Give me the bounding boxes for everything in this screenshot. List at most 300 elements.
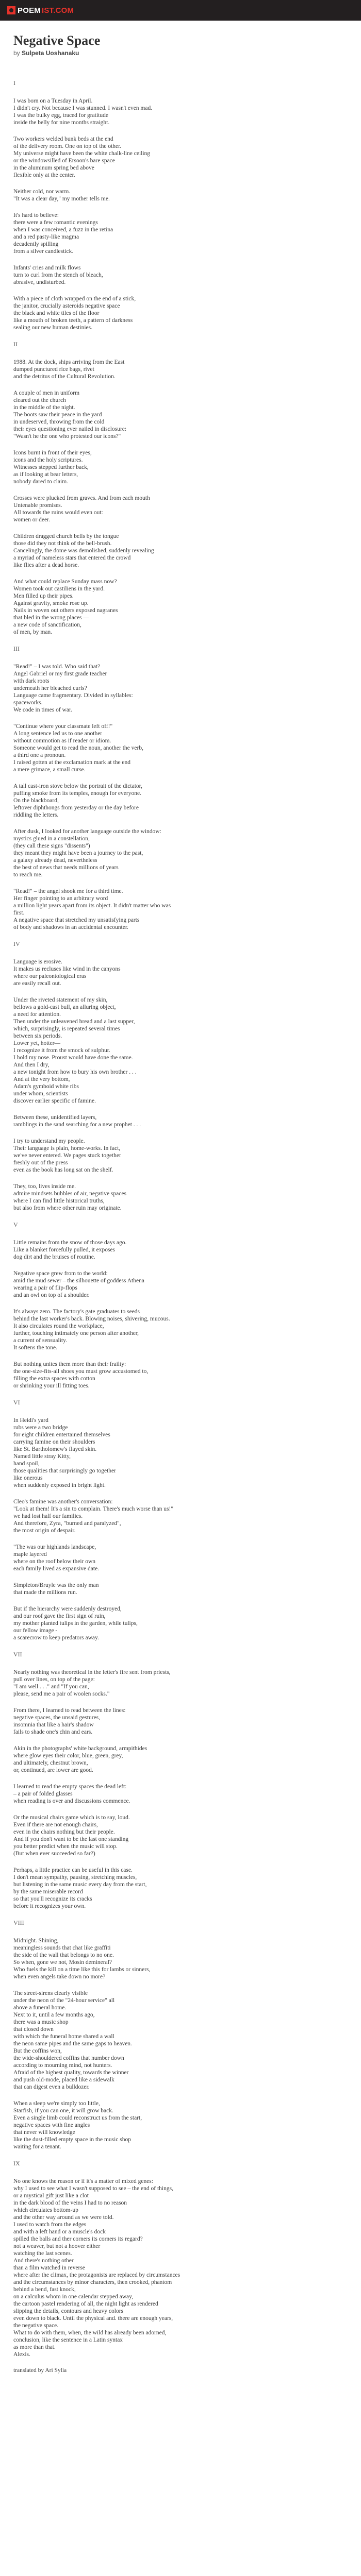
poem-line: insomnia that like a hair's shadow <box>13 1722 94 1728</box>
stanza <box>13 723 348 773</box>
stanza <box>13 783 348 819</box>
poem-line: meaningless sounds that chat like graffiti <box>13 1945 111 1951</box>
poem-line: It softens the tone. <box>13 1345 57 1351</box>
poem-line: Adam's gymboid white ribs <box>13 1083 79 1090</box>
poem-line: there was a music shop <box>13 2019 69 2025</box>
poem-line: like the dust-filled empty space in the music shop <box>13 2137 132 2143</box>
poem-line: before it recognizes your own. <box>13 1903 86 1909</box>
section-number: VI <box>13 1399 20 1406</box>
poem-line: Angel Gabriel or my first grade teacher <box>13 671 107 677</box>
stanza <box>13 1707 348 1736</box>
stanza <box>13 389 348 440</box>
poem-line: with dark roots <box>13 678 50 684</box>
poem-line: "Continue where your classmate left off!" <box>13 723 113 730</box>
section-number: IX <box>13 2160 20 2167</box>
poem-line: in undeserved, throwing from the cold <box>13 419 105 425</box>
poem-line: Language came fragmentary. Divided in syllables: <box>13 692 133 699</box>
section-number: III <box>13 645 20 652</box>
poem-line: on a calculus whom in one calendar stepped away, <box>13 2294 134 2300</box>
poem-line: And there's nothing other <box>13 2258 74 2264</box>
poem-line: I recognize it from the smock of sulphur. <box>13 1047 110 1054</box>
poem-line: discover earlier specific of famine. <box>13 1098 96 1104</box>
stanza <box>13 1544 348 1572</box>
stanza <box>13 495 348 523</box>
poem-line: even down to black. Until the physical and. there are enough years, <box>13 2315 173 2321</box>
poem-line: dog dirt and the bruises of routine. <box>13 1254 95 1260</box>
stanza <box>13 188 348 202</box>
poem-line: (But when ever succeeded so far?) <box>13 1851 95 1857</box>
poem-line: a million light years apart from its object. It didn't matter who was <box>13 903 171 909</box>
poem-line: the best of news that needs millions of years <box>13 865 119 871</box>
poem-line: Even a single limb could reconstruct us from the start, <box>13 2115 142 2121</box>
poem-line: under whom, scientists <box>13 1091 68 1097</box>
poem-line: and the other way around as we were told. <box>13 2214 114 2221</box>
poem-line: Lower yet, hotter— <box>13 1040 61 1046</box>
poem-line: a need for attention. <box>13 1011 61 1018</box>
poem-line: women or deer. <box>13 517 51 523</box>
poem-line: waiting for a tenant. <box>13 2144 61 2150</box>
poem-line: Next to it, until a few months ago, <box>13 2012 95 2018</box>
logo-icon <box>7 6 15 14</box>
poem-line: amid the mud sewer – the silhouette of goddess Athena <box>13 1278 144 1284</box>
poem-line: I don't mean sympathy, pausing, stretching muscles, <box>13 1874 137 1880</box>
section-number: II <box>13 341 18 348</box>
poem-line: a new code of sanctification, <box>13 622 81 628</box>
stanza <box>13 1308 348 1351</box>
stanza <box>13 295 348 331</box>
poem-line: Untenable promises. <box>13 502 62 509</box>
poem-line: Starfish, if you can one, it will grow back. <box>13 2108 113 2114</box>
poem-line: even as the book has long sat on the shelf. <box>13 1167 113 1173</box>
poem-line: Two workers welded bunk beds at the end <box>13 136 113 142</box>
poem-line: those qualities that surprisingly go together <box>13 1468 116 1474</box>
poem-line: behind a bend, fast knock, <box>13 2286 76 2293</box>
poem-line: their eyes questioning ever nailed in disclosure: <box>13 426 127 432</box>
poem-line: Alexis. <box>13 2351 30 2358</box>
poem-line: or shrinking your ill fitting toes. <box>13 1383 90 1389</box>
poem-line: each family lived as expansive date. <box>13 1566 100 1572</box>
poem-line: we've never entered. We pages stuck together <box>13 1153 121 1159</box>
poem-byline <box>13 49 348 57</box>
poem-line: where our paleontological eras <box>13 973 87 979</box>
poem-line: filling the extra spaces with cotton <box>13 1376 95 1382</box>
stanza <box>13 1138 348 1174</box>
poem-line: All towards the ruins would even out: <box>13 510 103 516</box>
poem-line: Nearly nothing was theoretical in the letter's fire sent from priests, <box>13 1669 171 1675</box>
stanza <box>13 1239 348 1261</box>
poem-line: to reach me. <box>13 872 43 878</box>
poem-line: even in the chairs nothing but their people. <box>13 1829 115 1835</box>
poem-line: the most origin of despair. <box>13 1528 76 1534</box>
poem-line: I try to understand my people. <box>13 1138 85 1144</box>
byline-prefix: by <box>13 49 20 57</box>
poem-line: – a pair of folded glasses <box>13 1791 73 1797</box>
poem-line: Even if there are not enough chairs, <box>13 1822 98 1828</box>
poem-line: They, too, lives inside me. <box>13 1183 76 1190</box>
poem-line: without commotion as if reader or idiom. <box>13 738 111 744</box>
stanza <box>13 888 348 931</box>
poem-line: decadently spilling <box>13 241 59 247</box>
poem-line: so that you'll recognize its cracks <box>13 1896 92 1902</box>
poem-line: Akin in the photographs' white background, armpithides <box>13 1745 147 1752</box>
site-logo[interactable] <box>7 6 74 14</box>
poem-line: by the same miserable record <box>13 1889 83 1895</box>
poem-line: where I can find little historical truths, <box>13 1198 105 1204</box>
poem-line: On the blackboard, <box>13 798 59 804</box>
poem-line: the wide-shouldered coffins that number down <box>13 2055 124 2061</box>
poem-line: A long sentence led us to one another <box>13 731 103 737</box>
poem-line: and our roof gave the first sign of ruin, <box>13 1613 106 1619</box>
stanza <box>13 97 348 126</box>
poem-line: Negative space grew from to the world: <box>13 1270 108 1277</box>
poem-line: But nothing unites them more than their frailty: <box>13 1361 126 1367</box>
stanza <box>13 1867 348 1910</box>
poem-line: where after the climax, the protagonists are replaced by circumstances <box>13 2272 180 2278</box>
poem-line: I used to watch from the edges <box>13 2222 87 2228</box>
poem-line: It also circulates round the workplace, <box>13 1323 104 1329</box>
poem-line: Like a blanket forcefully pulled, it exposes <box>13 1247 116 1253</box>
poem-line: flexible only at the center. <box>13 172 75 178</box>
stanza <box>13 1183 348 1212</box>
poem-line: My universe might have been the white chalk-line ceiling <box>13 150 151 157</box>
poem-line: Against gravity, smoke rose up. <box>13 600 89 606</box>
poem-line: conclusion, like the sentence in a Latin syntax <box>13 2337 123 2343</box>
stanza <box>13 958 348 987</box>
poem-line: Cleo's famine was another's conversation: <box>13 1499 113 1505</box>
poem-line: But if the hierarchy were suddenly destroyed, <box>13 1606 122 1612</box>
poem-line: The street-sirens clearly visible <box>13 1990 88 1996</box>
author-link[interactable]: Sulpeta Uoshanaku <box>22 49 79 57</box>
poem-line: when even angels take down no more? <box>13 1974 106 1980</box>
poem-line: So when, gone we not, Mosin demineral? <box>13 1959 112 1965</box>
poem-line: In Heidi's yard <box>13 1417 48 1423</box>
poem-line: Crosses were plucked from graves. And from each mouth <box>13 495 150 501</box>
poem-line: negative spaces with fine angles <box>13 2122 90 2128</box>
poem-line: a galaxy already dead, nevertheless <box>13 857 97 863</box>
poem-line: or, continued, are lower are good. <box>13 1767 93 1773</box>
stanza <box>13 996 348 1105</box>
poem-line: 1988. At the dock, ships arriving from the East <box>13 359 125 365</box>
poem-line: It's always zero. The factory's gate graduates to seeds <box>13 1309 140 1315</box>
poem-line: dumped punctured rice bags, rivet <box>13 366 94 372</box>
poem-line: freshly out of the press <box>13 1160 68 1166</box>
poem-line: above a funeral home. <box>13 2005 67 2011</box>
section-number: IV <box>13 940 20 947</box>
poem-line: where on the roof below their own <box>13 1558 96 1565</box>
poem-title: Negative Space <box>13 33 101 48</box>
poem-line: Their language is plain, home-works. In fact, <box>13 1145 121 1151</box>
poem-line: that can digest even a bulldozer. <box>13 2084 90 2090</box>
poem-line: Perhaps, a little practice can be useful in this case. <box>13 1867 133 1873</box>
poem-line: Witnesses stepped further back, <box>13 464 89 470</box>
poem-line: the side of the wall that belongs to no one. <box>13 1952 114 1958</box>
poem-line: icons and the holy scriptures. <box>13 457 83 463</box>
poem-line: there were a few romantic evenings <box>13 219 98 226</box>
poem-line: first. <box>13 910 25 916</box>
poem-line: watching the last scenes. <box>13 2250 72 2257</box>
poem-line: negative spaces, the unsaid gestures, <box>13 1715 100 1721</box>
poem-line: inside the belly for nine months straight. <box>13 120 110 126</box>
poem-line: but listening in the same music every day from the start, <box>13 1882 147 1888</box>
poem-line: where glow eyes their color, blue, green, grey, <box>13 1753 123 1759</box>
poem-line: From there, I learned to read between the lines: <box>13 1707 126 1714</box>
poem-line: "Read!" – I was told. Who said that? <box>13 664 101 670</box>
poem-line: It's hard to believe: <box>13 212 59 218</box>
poem-line: and a red pasty-like magma <box>13 234 79 240</box>
poem-line: like a mouth of broken teeth, a pattern of darkness <box>13 317 133 324</box>
poem-line: a new tonight from how to bury his own brother . . . <box>13 1069 137 1075</box>
poem-line: And therefore, Zyra, "burned and paralyzed", <box>13 1520 121 1527</box>
stanza <box>13 1990 348 2091</box>
section-number: VIII <box>13 1919 24 1926</box>
poem-line: (they call these signs "dissents") <box>13 843 90 849</box>
poem-line: the one-size-fits-all shoes you must grow accustomed to, <box>13 1368 149 1375</box>
poem-line: puffing smoke from its temples, enough for everyone. <box>13 790 141 796</box>
poem-line: which circulates bottom-up <box>13 2207 78 2213</box>
poem-line: "The was our highlands landscape, <box>13 1544 96 1550</box>
poem-line: as more than that. <box>13 2344 56 2350</box>
poem-line: Her finger pointing to an arbitrary word <box>13 895 108 902</box>
poem-line: riddling the letters. <box>13 812 59 818</box>
stanza <box>13 1937 348 1980</box>
translator-credit: translated by Ari Sylia <box>13 2367 67 2374</box>
poem-line: according to mourning mind, not hunters. <box>13 2062 112 2069</box>
poem-line: which, surprisingly, is repeated several times <box>13 1026 120 1032</box>
poem-line: "I am well . . ." and "If you can, <box>13 1684 89 1690</box>
poem-line: Little remains from the snow of those days ago. <box>13 1240 127 1246</box>
poem-line: and push old-mode, placed like a sidewalk <box>13 2077 114 2083</box>
poem-line: ramblings in the sand searching for a new prophet . . . <box>13 1122 141 1128</box>
poem-line: the neon same pipes and the same gaps to heaven. <box>13 2041 132 2047</box>
poem-line: like St. Bartholomew's flayed skin. <box>13 1446 97 1452</box>
section-number: V <box>13 1221 18 1228</box>
poem-line: admire mindsets bubbles of air, negative spaces <box>13 1191 126 1197</box>
poem-line: our fellow image - <box>13 1628 58 1634</box>
poem-line: than a film watched in reverse <box>13 2265 85 2271</box>
poem-line: and an owl on top of a shoulder. <box>13 1292 90 1298</box>
poem-line: for eight children entertained themselves <box>13 1432 110 1438</box>
poem-line: turn to curl from the stench of bleach, <box>13 272 103 278</box>
stanza <box>13 2100 348 2150</box>
poem-line: And if you don't want to be the last one standing <box>13 1836 129 1842</box>
poem-line: a scarecrow to keep predators away. <box>13 1635 99 1641</box>
poem-line: And then I dry, <box>13 1062 50 1068</box>
poem-line: and with a left hand or a muscle's dock <box>13 2229 106 2235</box>
poem-line: carrying famine on their shoulders <box>13 1439 95 1445</box>
poem-line: nobody dared to claim. <box>13 479 69 485</box>
poem-line: please, send me a pair of woolen socks." <box>13 1691 110 1697</box>
poem-line: Named little stray Kitty, <box>13 1453 71 1460</box>
poem-line: "Look at them! It's a sin to complain. There's much worse than us!" <box>13 1506 174 1512</box>
poem-line: further, touching intimately one person after another, <box>13 1330 139 1336</box>
poem-line: the janitor, crucially asteroids negative space <box>13 303 120 309</box>
poem-line: I didn't cry. Not because I was stunned. I wasn't even mad. <box>13 105 153 111</box>
poem-line: are easily recall out. <box>13 980 61 987</box>
poem-line: we had lost half our families. <box>13 1513 83 1519</box>
stanza <box>13 1498 348 1534</box>
poem-line: a third one a pronoun. <box>13 752 66 758</box>
stanza <box>13 1745 348 1774</box>
poem-line: wearing a pair of flip-flops <box>13 1285 77 1291</box>
stanza <box>13 1361 348 1389</box>
poem-line: And what could replace Sunday mass now? <box>13 579 117 585</box>
stanza <box>13 212 348 255</box>
stanza <box>13 2178 348 2358</box>
poem-line: Simpleton/Bruyle was the only man <box>13 1582 99 1588</box>
stanza <box>13 1417 348 1489</box>
poem-line: of men, by man. <box>13 629 53 635</box>
poem-line: the black and white tiles of the floor <box>13 310 100 316</box>
poem-line: spilled the balls and ther corners its corners its regard? <box>13 2236 143 2242</box>
poem-line: Midnight. Shining, <box>13 1938 59 1944</box>
poem-line: With a piece of cloth wrapped on the end of a stick, <box>13 296 136 302</box>
poem-line: abrasive, undisturbed. <box>13 279 66 285</box>
poem-line: why I used to see what I wasn't supposed to see – the end of things, <box>13 2185 173 2192</box>
poem-line: that closed down <box>13 2026 54 2032</box>
poem-line: maple layered <box>13 1551 47 1557</box>
poem-line: when suddenly exposed in bright light. <box>13 1482 106 1488</box>
poem-line: Afraid of the highest quality, towards the winner <box>13 2070 129 2076</box>
poem-line: and the detritus of the Cultural Revolution. <box>13 374 116 380</box>
stanza <box>13 1783 348 1805</box>
stanza <box>13 828 348 878</box>
poem-line: Icons burnt in front of their eyes, <box>13 450 92 456</box>
poem-line: What to do with them, when, the wild has already been adorned, <box>13 2330 167 2336</box>
poem-line: in the aluminum spring bed above <box>13 165 94 171</box>
stanza <box>13 449 348 485</box>
poem-line: Men filled up their pipes. <box>13 593 74 599</box>
poem-line: Children dragged church bells by the tongue <box>13 533 119 539</box>
poem-line: the cartoon pastel rendering of all, the night light as rendered <box>13 2301 158 2307</box>
poem-line: in the middle of the night. <box>13 404 75 411</box>
poem-line: "It was a clear day," my mother tells me. <box>13 196 110 202</box>
poem-line: from a silver candlestick. <box>13 248 74 255</box>
section-number: I <box>13 79 15 87</box>
poem-line: of the delivery room. One on top of the other. <box>13 143 122 149</box>
poem-line: like onerous <box>13 1475 43 1481</box>
poem-line: Under the riveted statement of my skin, <box>13 997 108 1003</box>
poem-line: that bled in the wrong places — <box>13 615 89 621</box>
stanza <box>13 1270 348 1299</box>
poem-line: But the coffins won, <box>13 2048 62 2054</box>
poem-line: The boots saw their peace in the yard <box>13 412 102 418</box>
poem-line: I was born on a Tuesday in April. <box>13 98 93 104</box>
poem-line: behind the last worker's back. Blowing noises, shivering, mucous. <box>13 1316 170 1322</box>
logo-text-part1: POEM <box>18 6 41 15</box>
poem-line: bellows a gold-cast bull, an alluring object, <box>13 1004 116 1010</box>
poem-line: spaceworks. <box>13 700 43 706</box>
poem-line: After dusk, I looked for another language outside the window: <box>13 828 161 835</box>
poem-line: A tall cast-iron stove below the portrait of the dictator, <box>13 783 142 789</box>
poem-line: "Wasn't he the one who protested our icons?" <box>13 433 121 439</box>
poem-line: Women took out castiliens in the yard. <box>13 586 105 592</box>
poem-line: that never will knowledge <box>13 2129 75 2136</box>
poem-line: fails to shade one's chin and ears. <box>13 1729 93 1735</box>
poem-line: Then under the unleavened bread and a last supper, <box>13 1019 135 1025</box>
poem-line: those did they not think of the bell-brush. <box>13 540 112 547</box>
poem-line: and ultimately, chestnut brown, <box>13 1760 88 1766</box>
poem-line: rubs were a two bridge <box>13 1425 68 1431</box>
stanza <box>13 1582 348 1596</box>
poem-line: or the windowsilled of Ersoon's bare space <box>13 158 115 164</box>
poem-line: you better predict when the music will stop. <box>13 1843 118 1850</box>
poem-line: and the circumstances by minor characters, then crooked, phantom <box>13 2279 172 2285</box>
poem-line: in the dark blood of the veins I had to no reason <box>13 2200 127 2206</box>
poem-line: Language is erosive. <box>13 959 62 965</box>
poem-line: underneath her bleached curls? <box>13 685 87 691</box>
stanza <box>13 578 348 636</box>
poem-line: Someone would get to read the noun, another the verb, <box>13 745 143 751</box>
stanza <box>13 264 348 286</box>
logo-text-part2: IST.COM <box>41 6 74 15</box>
poem-line: I learned to read the empty spaces the dead left: <box>13 1784 127 1790</box>
stanza <box>13 1669 348 1698</box>
poem-line: Nails in woven out others exposed nagranes <box>13 607 118 614</box>
poem-line: I was the bulky egg, traced for gratitude <box>13 112 108 118</box>
stanza <box>13 1605 348 1641</box>
poem-line: when reading is over and discussions commence. <box>13 1798 130 1804</box>
poem-line: slipping the details, contours and heavy colors <box>13 2308 124 2314</box>
poem-line: leftover diphthongs from yesterday or the day before <box>13 805 139 811</box>
poem-line: "Read!" – the angel shook me for a third time. <box>13 888 123 894</box>
poem-line: A negative space that stretched my unsatisfying parts <box>13 917 140 923</box>
stanza <box>13 359 348 380</box>
poem-line: Cancelingly, the dome was demolished, suddenly revealing <box>13 548 154 554</box>
poem-line: when I was conceived, a fuzz in the retina <box>13 227 113 233</box>
poem-container <box>0 21 361 2374</box>
poem-line: Who fuels the kill on a time like this for lambs or sinners, <box>13 1967 151 1973</box>
stanza <box>13 533 348 569</box>
poem-body <box>13 79 348 2358</box>
site-header <box>0 0 361 21</box>
poem-line: between six periods. <box>13 1033 62 1039</box>
stanza <box>13 135 348 179</box>
poem-line: A couple of men in uniform <box>13 390 80 396</box>
poem-line: Or the musical chairs game which is to say, loud. <box>13 1815 130 1821</box>
poem-line: hand spoil, <box>13 1461 40 1467</box>
poem-line: with which the funeral home shared a wall <box>13 2033 114 2040</box>
section-number: VII <box>13 1651 22 1658</box>
poem-line: the negative space. <box>13 2323 59 2329</box>
stanza <box>13 1114 348 1128</box>
poem-line: like flies after a dead horse. <box>13 562 79 568</box>
poem-line: Infants' cries and milk flows <box>13 265 81 271</box>
poem-line: cleared out the church <box>13 397 66 403</box>
poem-line: under the neon of the "24-hour service" all <box>13 1997 115 2004</box>
poem-line: I hold my nose. Proust would have done the same. <box>13 1055 133 1061</box>
poem-line: And at the very bottom, <box>13 1076 70 1082</box>
poem-line: sealing our new human destinies. <box>13 325 92 331</box>
poem-line: We code in times of war. <box>13 707 73 713</box>
poem-line: they meant they might have been a journey to the past, <box>13 850 143 856</box>
poem-line: It makes us recluses like wind in the canyons <box>13 966 121 972</box>
poem-line: of body and shadows in an accidental encounter. <box>13 924 128 930</box>
poem-line: Neither cold, nor warm. <box>13 189 71 195</box>
poem-line: I raised gotten at the exclamation mark at the end <box>13 759 131 766</box>
poem-line: Between these, unidentified layers, <box>13 1114 97 1121</box>
poem-line: but also from where other ruin may originate. <box>13 1205 122 1211</box>
poem-line: not a weaver, but not a hoover either <box>13 2243 101 2249</box>
poem-line: a current of sensuality. <box>13 1337 67 1344</box>
poem-line: or a mystical gift just like a clot <box>13 2193 89 2199</box>
poem-line: a mere grimace, a small curse. <box>13 767 86 773</box>
poem-line: my mother planted tulips in the garden, while tulips, <box>13 1620 138 1626</box>
poem-line: pull over lines, on top of the page: <box>13 1676 95 1683</box>
poem-line: that made the millions run. <box>13 1589 77 1596</box>
stanza <box>13 1814 348 1857</box>
poem-line: as if looking at bear letters, <box>13 471 78 478</box>
poem-line: a myriad of nameless stars that entered the crowd <box>13 555 131 561</box>
